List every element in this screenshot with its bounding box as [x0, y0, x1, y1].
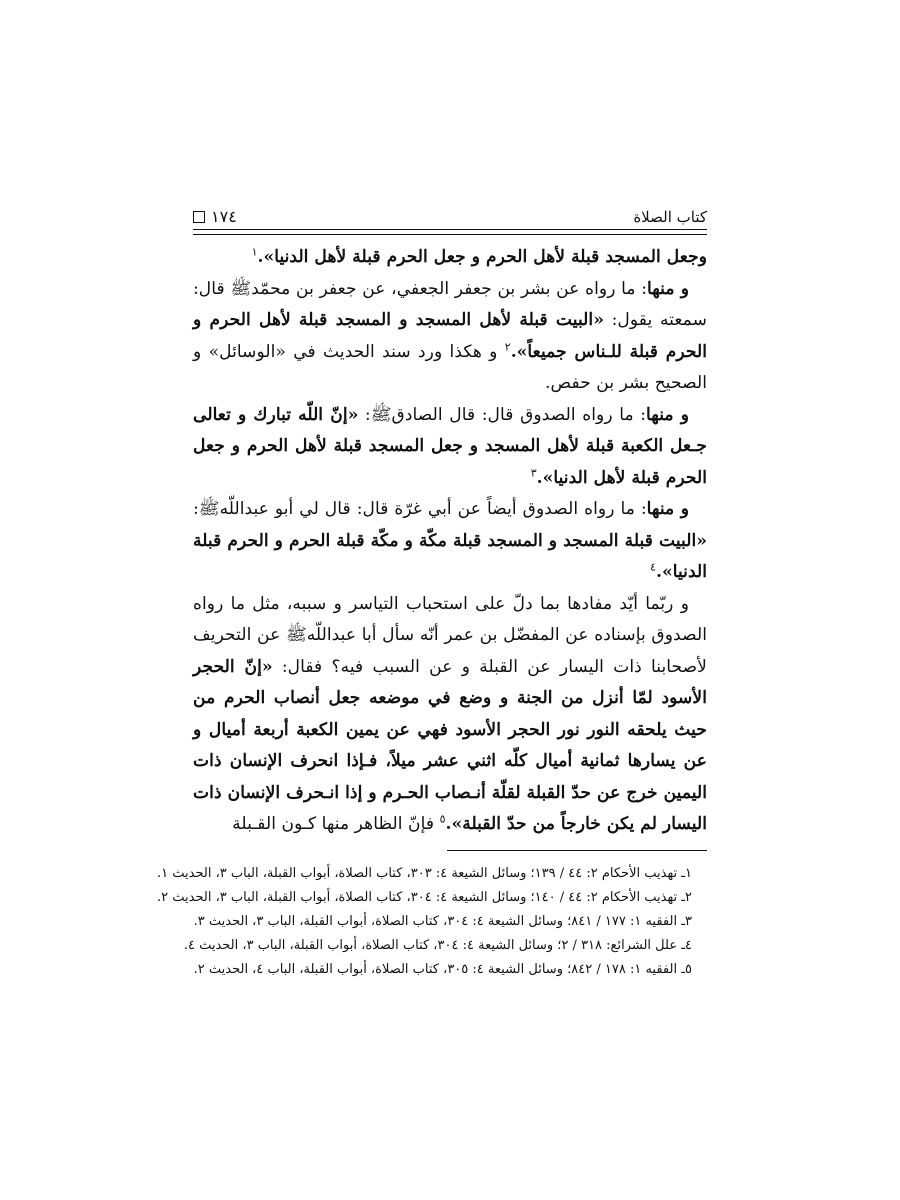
body-text: و هكذا ورد سند الحديث في «الوسائل» و الصحيح بشر بن حفص.	[193, 341, 707, 393]
footnote-ref: ٣	[530, 465, 537, 479]
footnote-divider	[447, 850, 707, 851]
paragraph-3	[193, 400, 707, 495]
footnote-item: ٢ـ تهذيب الأحكام ٢: ٤٤ / ١٤٠؛ وسائل الشيعة ٤: ٣٠٤، كتاب الصلاة، أبواب القبلة، الباب ٣، الحديث ٢.	[157, 890, 692, 905]
footnote-ref: ١	[251, 245, 258, 259]
body-text: قال: سمعته يقول:	[193, 278, 707, 330]
honorific-glyph: ﷺ	[285, 625, 307, 645]
lead-label: و منها	[646, 404, 689, 425]
quote-text: «إنّ اللّه تبارك و تعالى جـعل الكعبة قبلة لأهل المسجد و جعل المسجد قبلة لأهل الحرم و جعل الحرم قبلة لأهل الدنيا».	[193, 404, 707, 488]
body-text: عن التحريف لأصحابنا ذات اليسار عن القبلة و عن السبب فيه؟ فقال:	[193, 625, 707, 677]
quote-text: وجعل المسجد قبلة لأهل الحرم و جعل الحرم قبلة لأهل الدنيا».	[257, 247, 707, 267]
honorific-glyph: ﷺ	[370, 404, 392, 425]
footnotes	[157, 862, 692, 982]
footnote-ref: ٥	[439, 812, 446, 826]
footnote-item: ٥ـ الفقيه ١: ١٧٨ / ٨٤٢؛ وسائل الشيعة ٤: ٣٠٥، كتاب الصلاة، أبواب القبلة، الباب ٤، الحديث ٢.	[193, 962, 692, 977]
lead-label: و منها	[646, 499, 689, 519]
paragraph-4	[193, 494, 707, 589]
body-text: و ربّما أيّد مفادها بما دلّ على استحباب التياسر و سببه، مثل ما رواه الصدوق بإسناده عن المفضّل بن عمر أنّه سأل أبا عبداللّه	[193, 593, 707, 645]
footnote-item: ٣ـ الفقيه ١: ١٧٧ / ٨٤١؛ وسائل الشيعة ٤: ٣٠٤، كتاب الصلاة، أبواب القبلة، الباب ٣، الحديث ٣.	[193, 914, 692, 929]
paragraph-5	[193, 589, 707, 841]
lead-label: و منها	[647, 278, 689, 299]
page-number-value: ١٧٤	[211, 207, 237, 226]
body-text: فإنّ الظاهر منها كـون القـبلة	[232, 814, 440, 834]
paragraph-2	[193, 274, 707, 400]
quote-text: «البيت قبلة المسجد و المسجد قبلة مكّة و مكّة قبلة الحرم و الحرم قبلة الدنيا».	[193, 530, 707, 582]
body-text: :	[358, 404, 371, 425]
main-text	[193, 242, 707, 841]
body-text: :	[193, 499, 199, 519]
header-divider	[193, 229, 707, 235]
square-bullet-icon	[193, 211, 205, 223]
book-title: كتاب الصلاة	[633, 208, 707, 226]
honorific-glyph: ﷺ	[198, 499, 220, 519]
footnote-item: ١ـ تهذيب الأحكام ٢: ٤٤ / ١٣٩؛ وسائل الشيعة ٤: ٣٠٣، كتاب الصلاة، أبواب القبلة، الباب ٣، الحديث ١.	[157, 866, 692, 881]
body-text: : ما رواه الصدوق قال: قال الصادق	[391, 404, 647, 425]
page-header	[193, 200, 707, 226]
footnote-ref: ٢	[504, 339, 511, 353]
quote-text: «البيت قبلة لأهل المسجد و المسجد قبلة لأهل الحرم و الحرم قبلة للـناس جميعاً».	[193, 310, 708, 362]
body-text: : ما رواه الصدوق أيضاً عن أبي غرّة قال: قال لي أبو عبداللّه	[219, 499, 647, 519]
footnote-item: ٤ـ علل الشرائع: ٣١٨ / ٢؛ وسائل الشيعة ٤: ٣٠٤، كتاب الصلاة، أبواب القبلة، الباب ٣، الحديث ٤.	[183, 938, 692, 953]
body-text: : ما رواه عن بشر بن جعفر الجعفي، عن جعفر بن محمّد	[251, 278, 647, 299]
honorific-glyph: ﷺ	[230, 278, 252, 299]
paragraph-1	[193, 242, 707, 274]
page-number	[193, 207, 237, 226]
quote-text: «إنّ الحجر الأسود لمّا أنزل من الجنة و وضع في موضعه جعل أنصاب الحرم من حيث يلحقه النور نور الحجر الأسود فهي عن يمين الكعبة أربعة أميال و عن يسارها ثمانية أميال كلّه اثني عشر ميلاً، فـإذا انحرف الإنسان ذات اليمين خرج عن حدّ القبلة لقلّة أنـصاب الحـرم و إذا انـحرف الإنسان ذات اليسار لم يكن خارجاً من حدّ القبلة».	[193, 656, 707, 834]
footnote-ref: ٤	[650, 560, 657, 574]
